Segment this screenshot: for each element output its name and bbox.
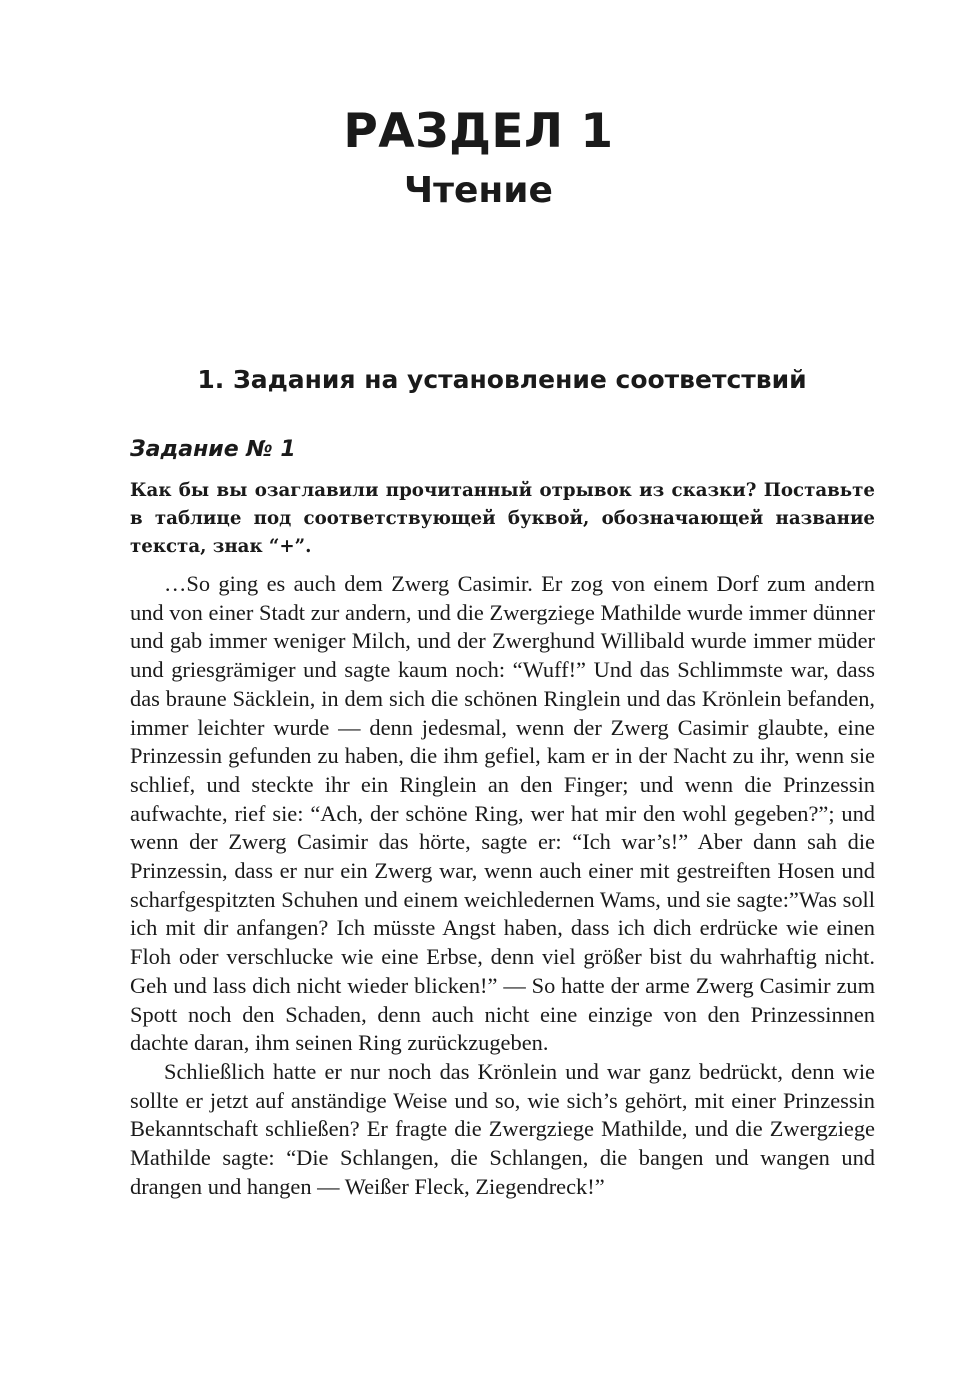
chapter-heading: 1. Задания на установление соответствий	[197, 365, 807, 394]
section-title: РАЗДЕЛ 1	[343, 104, 614, 159]
reading-text	[130, 570, 875, 1201]
text-paragraph-1: …So ging es auch dem Zwerg Casimir. Er zog von einem Dorf zum andern und von einer Stadt zur andern, und die Zwergziege Mathilde wurde immer dünner und gab immer weniger Milch, und der Zwerghund Willibald wurde immer müder und griesgrämiger und sagte kaum noch: “Wuff!” Und das Schlimmste war, dass das braune Säcklein, in dem sich die schönen Ringlein und das Krönlein befanden, immer leichter wurde — denn jedesmal, wenn der Zwerg Casimir glaubte, eine Prinzessin gefunden zu haben, die ihm gefiel, kam er in der Nacht zu ihr, wenn sie schlief, und steckte ihr ein Ringlein an den Finger; und wenn die Prinzessin aufwachte, rief sie: “Ach, der schöne Ring, wer hat mir den wohl gegeben?”; und wenn der Zwerg Casimir das hörte, sagte er: “Ich war’s!” Aber dann sah die Prinzessin, dass er nur ein Zwerg war, wenn auch einer mit gestreiften Hosen und scharfgespitzten Schuhen und einem weichledernen Wams, und sie sagte:”Was soll ich mit dir anfangen? Ich müsste Angst haben, dass ich dich erdrücke wie einen Floh oder verschlucke wie eine Erbse, denn viel größer bist du wahrhaftig nicht. Geh und lass dich nicht wieder blicken!” — So hatte der arme Zwerg Casimir zum Spott noch den Schaden, denn auch nicht eine einzige von den Prinzessinnen dachte daran, ihm seinen Ring zurückzugeben.	[130, 571, 875, 1056]
section-subtitle: Чтение	[404, 170, 553, 211]
task-label: Задание № 1	[130, 437, 296, 462]
text-paragraph-2: Schließlich hatte er nur noch das Krönlein und war ganz bedrückt, denn wie sollte er jetzt auf anständige Weise und so, wie sich’s gehört, mit einer Prinzessin Bekanntschaft schließen? Er fragte die Zwergziege Mathilde, und die Zwergziege Mathilde sagte: “Die Schlangen, die Schlangen, die bangen und wangen und drangen und hangen — Weißer Fleck, Ziegendreck!”	[130, 1058, 875, 1199]
task-instruction: Как бы вы озаглавили прочитанный отрывок из сказки? Поставьте в таблице под соответствующей буквой, обозначающей название текста, знак “+”.	[130, 480, 875, 557]
